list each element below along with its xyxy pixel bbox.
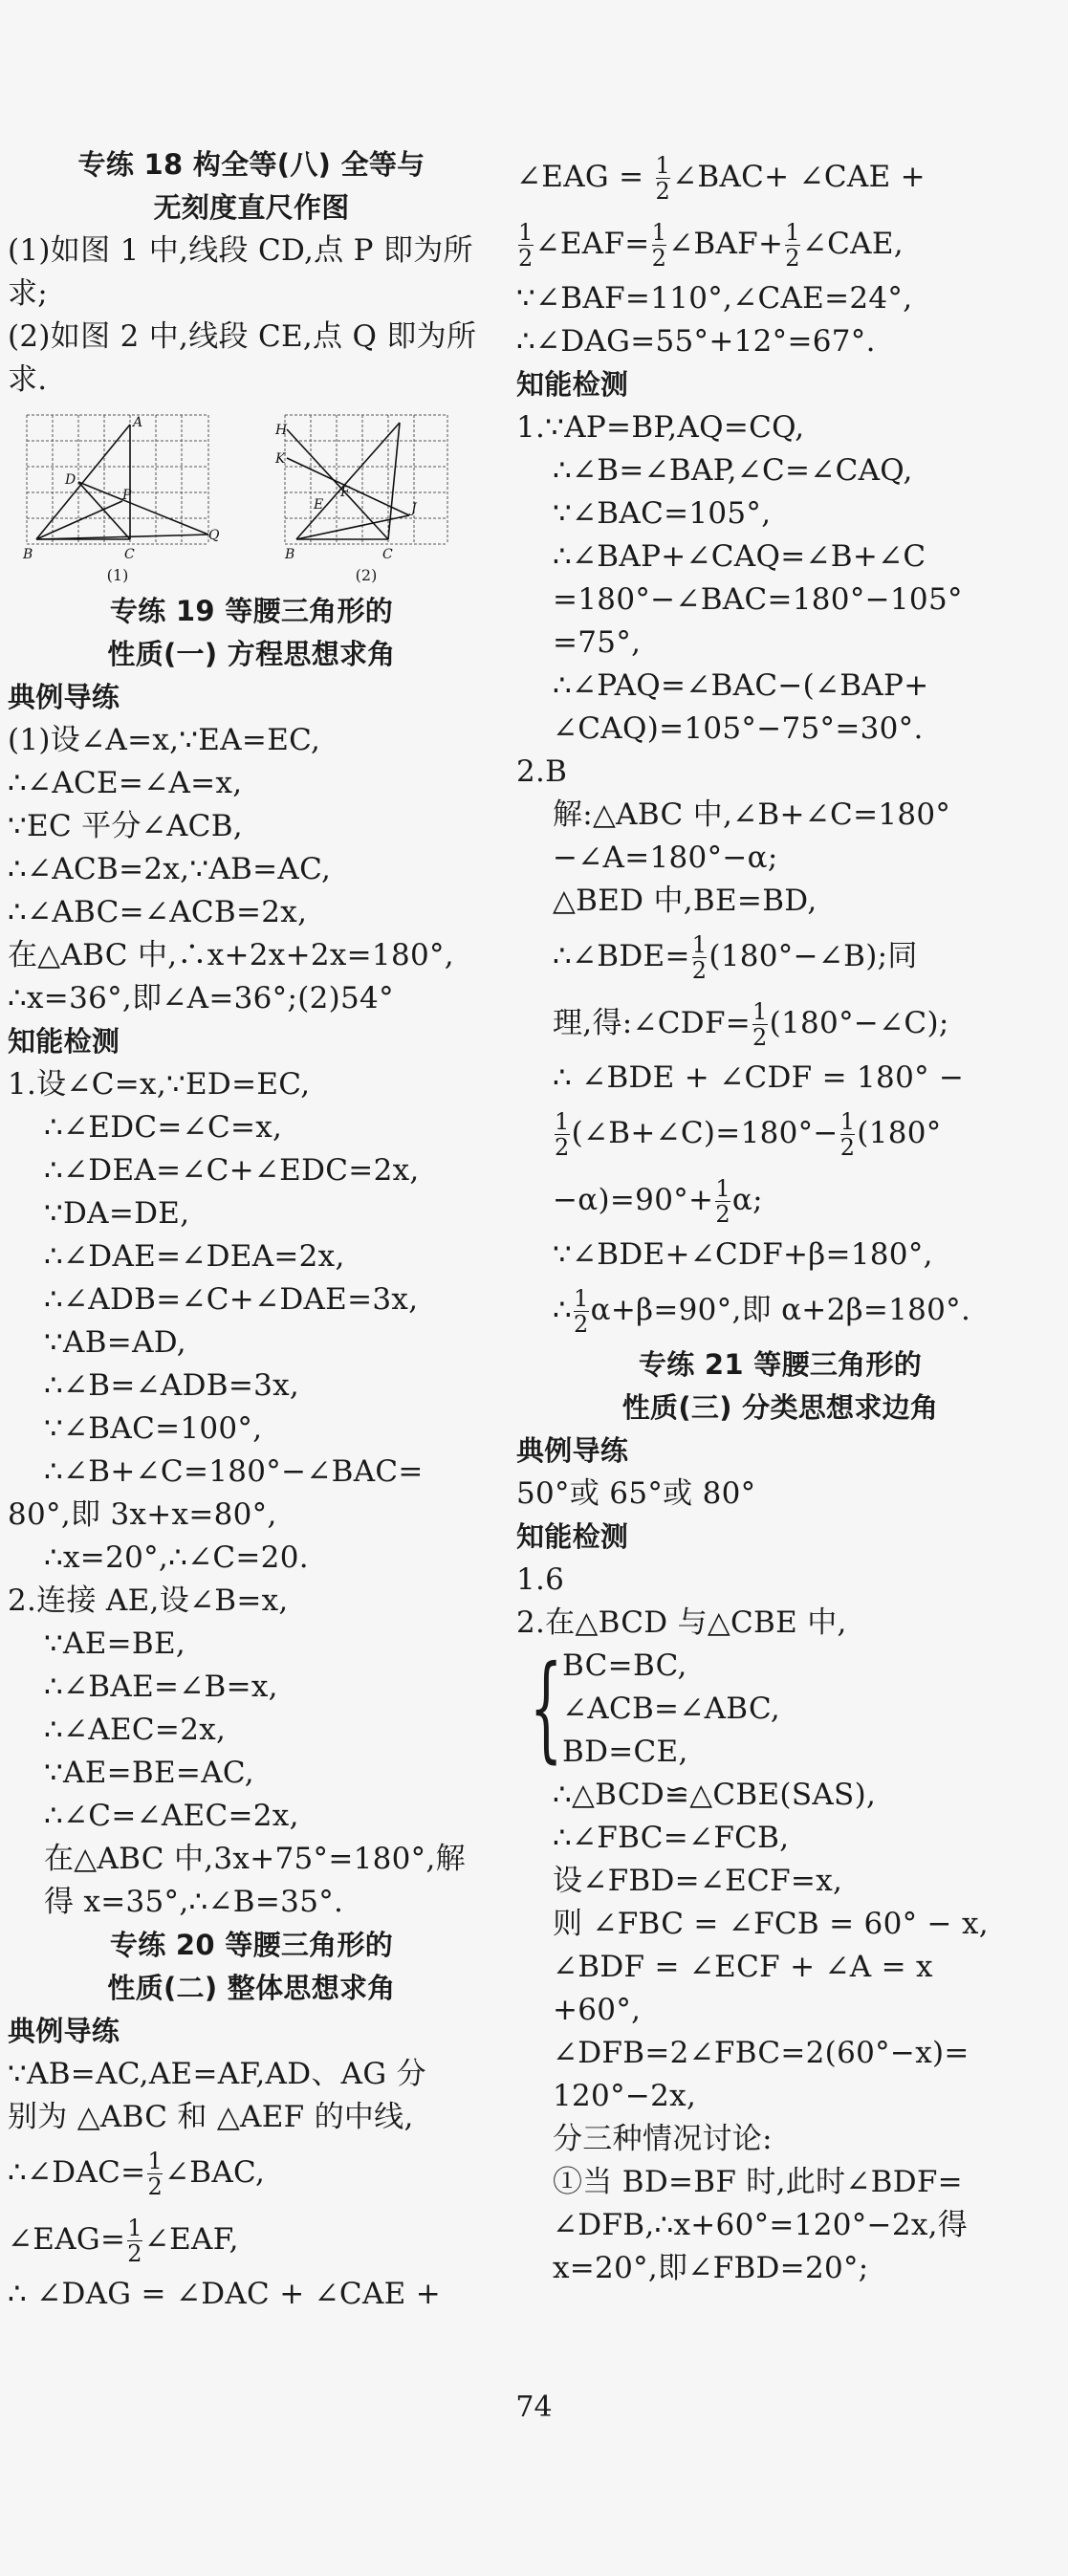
text-line: ①当 BD=BF 时,此时∠BDF= [553,2165,963,2199]
fig2-label-f: F [340,485,350,500]
text-line: 则 ∠FBC = ∠FCB = 60° − x, [553,1907,989,1941]
eaf-line [516,210,1044,277]
eag-line [8,2206,495,2273]
text-line: 解:△ABC 中,∠B+∠C=180° [553,797,951,832]
text-line: ∵AE=BE, [44,1626,186,1661]
text-line: −∠A=180°−α; [553,840,778,875]
bde-post: (180°−∠B);同 [708,939,918,973]
fraction [147,2149,163,2199]
section-heading: 专练 18 构全等(八) 全等与 [77,148,425,181]
dac-pre: ∴∠DAC= [8,2155,146,2190]
sum2-mid: (∠B+∠C)=180°− [571,1116,839,1150]
text-line: 设∠FBD=∠ECF=x, [553,1864,843,1898]
dac-line [8,2139,495,2206]
frac-den: 2 [839,1134,856,1161]
frac-num: 1 [555,1108,570,1135]
frac-num: 1 [691,931,708,958]
text-line: ∵AE=BE=AC, [44,1756,254,1790]
text-line: ∴∠PAQ=∠BAC−(∠BAP+ [553,668,929,703]
text-line: ∠DFB,∴x+60°=120°−2x,得 [553,2208,969,2242]
text-line: (1)如图 1 中,线段 CD,点 P 即为所 [8,233,473,268]
text-line: ∴∠ACE=∠A=x, [8,766,243,800]
eaf-mid2: ∠BAF+ [668,227,784,261]
text-line: 分三种情况讨论: [553,2122,773,2156]
section-heading: 专练 20 等腰三角形的 [109,1929,394,1961]
fraction [785,220,800,271]
text-line: =180°−∠BAC=180°−105° [553,582,963,617]
text-line: ∴∠C=∠AEC=2x, [44,1799,299,1833]
section-heading: 性质(一) 方程思想求角 [107,638,396,670]
frac-den: 2 [651,245,667,272]
frac-num: 1 [785,219,800,246]
text-line: x=20°,即∠FBD=20°; [553,2251,869,2285]
cdf-post: (180°−∠C); [769,1006,949,1040]
subsection-heading: 知能检测 [516,1520,629,1553]
text-line: ∴∠EDC=∠C=x, [44,1110,283,1145]
frac-den: 2 [518,245,534,272]
text-line: ∴∠ACB=2x,∵AB=AC, [8,852,332,886]
text-line: 2.在△BCD 与△CBE 中, [516,1605,847,1640]
bde-line [516,923,1044,990]
frac-den: 2 [752,1024,768,1051]
section-heading: 性质(二) 整体思想求角 [107,1972,396,2004]
fraction [715,1176,730,1227]
sum1-line: ∴ ∠BDE + ∠CDF = 180° − [553,1060,965,1095]
frac-den: 2 [147,2173,163,2200]
figure-2 [275,405,457,584]
fraction [692,932,708,983]
text-line: ∴∠ABC=∠ACB=2x, [8,895,308,929]
subsection-heading: 典例导练 [8,681,120,713]
text-line: 别为 △ABC 和 △AEF 的中线, [8,2100,414,2134]
frac-den: 2 [691,957,708,984]
text-line: 求; [8,276,49,311]
text-line: 2.连接 AE,设∠B=x, [8,1583,289,1618]
text-line: ∵∠BDE+∠CDF+β=180°, [553,1237,933,1272]
res-post: α+β=90°,即 α+2β=180°. [590,1293,971,1327]
frac-num: 1 [715,1175,730,1202]
text-line: 在△ABC 中,3x+75°=180°,解 [44,1842,466,1876]
text-line: =75°, [553,625,642,660]
frac-den: 2 [785,245,800,272]
figure-1 [17,405,218,584]
text-line: ∵AB=AC,AE=AF,AD、AG 分 [8,2057,426,2091]
eag-bac-line [516,143,1044,210]
text-line: ∴∠AEC=2x, [44,1713,227,1747]
brace-line-3: BD=CE, [562,1735,688,1769]
grid-figure-2 [275,405,457,568]
text-line: ∵∠BAF=110°,∠CAE=24°, [516,281,913,316]
frac-num: 1 [651,219,667,246]
result-line [516,1277,1044,1343]
text-line: (2)如图 2 中,线段 CE,点 Q 即为所 [8,319,477,354]
fraction [840,1109,856,1160]
text-line: ∴∠FBC=∠FCB, [553,1821,790,1855]
section-heading: 专练 19 等腰三角形的 [109,595,394,627]
text-line: ∴∠BAP+∠CAQ=∠B+∠C [553,539,926,574]
eag-post: ∠EAF, [143,2222,239,2257]
fig2-caption: (2) [355,566,378,584]
text-line: ∠DFB=2∠FBC=2(60°−x)= [553,2036,970,2070]
frac-num: 1 [839,1108,856,1135]
frac-num: 1 [127,2215,142,2241]
dac-post: ∠BAC, [164,2155,266,2190]
subsection-heading: 典例导练 [8,2015,120,2047]
fig2-label-e: E [314,497,324,513]
fig2-label-j: J [411,501,417,516]
cdf-pre: 理,得:∠CDF= [553,1006,752,1040]
frac-num: 1 [574,1285,589,1312]
res-pre: ∴ [553,1293,573,1327]
sum3-pre: −α)=90°+ [553,1183,714,1217]
sum2-line [516,1100,1044,1167]
text-line: ∴∠DAE=∠DEA=2x, [44,1239,345,1274]
figure-row [8,405,495,582]
text-line: ∴∠DAG=55°+12°=67°. [516,324,876,359]
text-line: ∵DA=DE, [44,1196,190,1231]
text-line: ∠CAQ)=105°−75°=30°. [553,711,924,746]
brace-symbol: { [530,1642,563,1775]
subsection-heading: 知能检测 [8,1025,120,1058]
fig2-label-h: H [275,423,288,438]
fraction [752,999,768,1050]
page-number: 74 [515,2390,553,2424]
eaf-mid1: ∠EAF= [534,227,650,261]
fig1-label-q: Q [208,528,220,543]
text-line: +60°, [553,1993,642,2027]
text-line: △BED 中,BE=BD, [553,884,817,918]
text-line: ∴∠B=∠BAP,∠C=∠CAQ, [553,453,913,488]
text-line: (1)设∠A=x,∵EA=EC, [8,723,321,757]
sum3-line [516,1167,1044,1233]
text-line: ∵AB=AD, [44,1325,186,1360]
dag-line: ∴ ∠DAG = ∠DAC + ∠CAE + [8,2277,441,2311]
text-line: 1.6 [516,1562,565,1597]
section-heading: 专练 21 等腰三角形的 [638,1348,923,1381]
fraction [652,220,667,271]
eaf-post: ∠CAE, [801,227,904,261]
fraction [656,153,671,204]
fig1-label-a: A [133,415,143,430]
fraction [555,1109,570,1160]
section-heading: 无刻度直尺作图 [153,191,350,224]
sum3-post: α; [731,1183,763,1217]
text-line: 1.∵AP=BP,AQ=CQ, [516,410,805,445]
fig1-label-p: P [122,488,132,503]
cdf-line [516,990,1044,1057]
text-line: 2.B [516,754,568,789]
subsection-heading: 知能检测 [516,368,629,401]
text-line: 在△ABC 中,∴x+2x+2x=180°, [8,938,454,972]
eag-bac-pre: ∠EAG = [516,160,654,194]
fig2-label-c: C [382,547,393,562]
text-line: ∵EC 平分∠ACB, [8,809,243,843]
text-line: ∴∠ADB=∠C+∠DAE=3x, [44,1282,419,1317]
text-line: ∴∠B=∠ADB=3x, [44,1368,300,1403]
sum2-post: (180° [857,1116,942,1150]
text-line: 1.设∠C=x,∵ED=EC, [8,1067,311,1102]
text-line: 80°,即 3x+x=80°, [8,1497,277,1532]
right-column [516,143,1044,2290]
text-line: ∴∠DEA=∠C+∠EDC=2x, [44,1153,420,1188]
eag-pre: ∠EAG= [8,2222,126,2257]
frac-num: 1 [147,2148,163,2174]
fig1-label-c: C [124,547,135,562]
text-line: 50°或 65°或 80° [516,1476,756,1511]
eag-bac-post: ∠BAC+ ∠CAE + [672,160,926,194]
fraction [127,2216,142,2266]
bde-pre: ∴∠BDE= [553,939,690,973]
text-line: ∠BDF = ∠ECF + ∠A = x [553,1950,933,1984]
brace-line-1: BC=BC, [562,1648,687,1683]
fig1-label-d: D [65,472,76,488]
frac-den: 2 [555,1134,570,1161]
section-heading: 性质(三) 分类思想求边角 [621,1391,939,1424]
text-line: 120°−2x, [553,2079,697,2113]
frac-den: 2 [655,178,671,205]
text-line: 求. [8,362,48,397]
frac-num: 1 [752,998,768,1025]
grid-figure-1 [17,405,218,568]
fraction [574,1286,589,1337]
fig1-label-b: B [23,547,33,562]
text-line: ∵∠BAC=105°, [553,496,772,531]
fig1-caption: (1) [106,566,129,584]
frac-den: 2 [574,1311,589,1338]
text-line: ∴△BCD≌△CBE(SAS), [553,1778,877,1812]
frac-den: 2 [715,1201,730,1228]
frac-num: 1 [655,152,671,179]
text-line: 得 x=35°,∴∠B=35°. [44,1885,344,1919]
brace-line-2: ∠ACB=∠ABC, [562,1692,781,1726]
text-line: ∴∠BAE=∠B=x, [44,1670,278,1704]
frac-den: 2 [127,2240,142,2267]
brace-system [516,1642,1044,1775]
text-line: ∴x=20°,∴∠C=20. [44,1540,309,1575]
text-line: ∴∠B+∠C=180°−∠BAC= [44,1454,424,1489]
frac-num: 1 [518,219,534,246]
text-line: ∴x=36°,即∠A=36°;(2)54° [8,981,394,1015]
fig2-label-k: K [275,451,286,467]
fig2-label-b: B [285,547,295,562]
text-line: ∵∠BAC=100°, [44,1411,263,1446]
fraction [518,220,534,271]
subsection-heading: 典例导练 [516,1434,629,1467]
left-column [8,143,495,2316]
